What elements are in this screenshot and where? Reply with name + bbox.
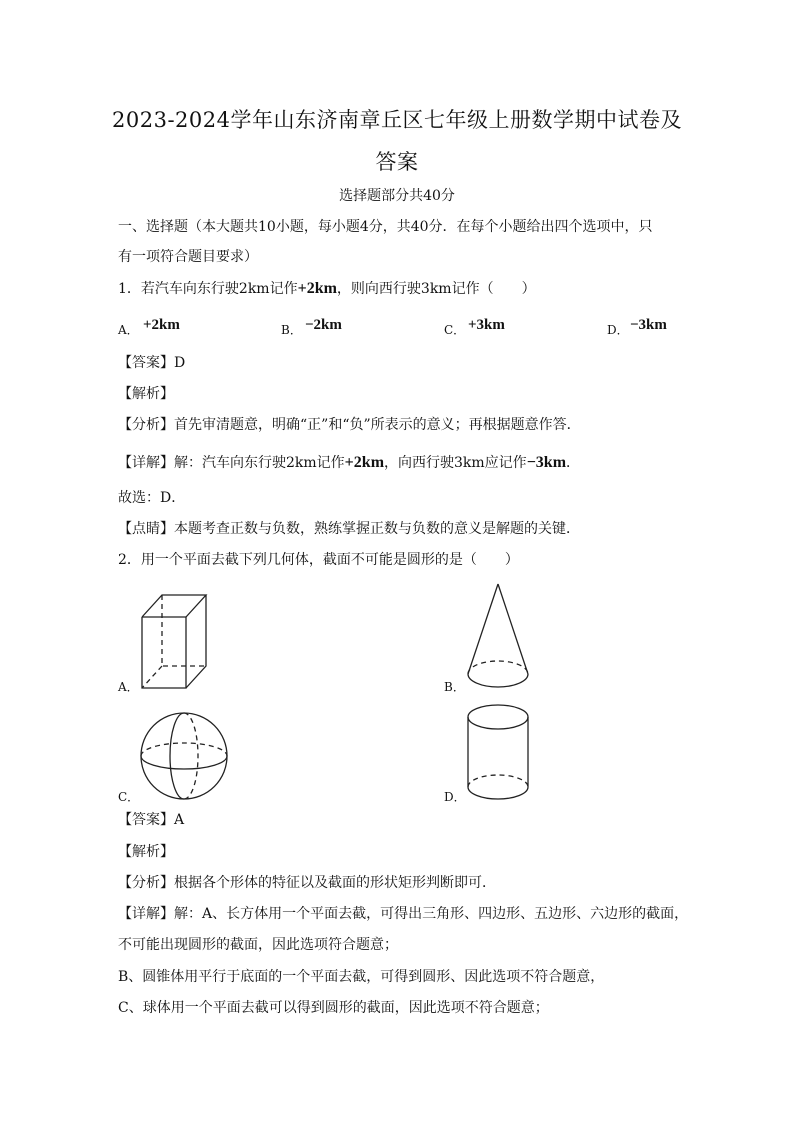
q2-answer: 【答案】A [118, 812, 185, 828]
cuboid-front-face [142, 617, 186, 688]
page-title: 2023-2024学年山东济南章丘区七年级上册数学期中试卷及 [112, 108, 682, 132]
cuboid-hidden-edges [162, 595, 206, 666]
sphere-equator-front [141, 756, 227, 769]
q1-option-d-label: D． [607, 323, 629, 337]
cylinder-base-front [468, 787, 528, 799]
cone-base-back [468, 661, 528, 674]
q1-stem-math: +2km [297, 280, 337, 297]
q1-option-c-label: C． [444, 323, 466, 337]
section-instructions: 一、选择题（本大题共10小题，每小题4分，共40分．在每个小题给出四个选项中，只 [118, 219, 653, 235]
page-title-continued: 答案 [375, 150, 419, 174]
sphere-meridian-front [170, 713, 184, 799]
q2-analysis-heading: 【解析】 [118, 844, 174, 860]
q2-figure-a-label: A． [118, 680, 139, 694]
cylinder-base-back [468, 775, 528, 787]
q1-detail [118, 454, 580, 472]
q1-option-a-label: A． [118, 323, 139, 337]
cone-figure [466, 582, 530, 690]
q1-analysis-fenxi: 【分析】首先审清题意，明确“正”和“负”所表示的意义；再根据题意作答． [118, 417, 581, 433]
section-instructions-continued: 有一项符合题目要求） [118, 249, 258, 265]
q1-option-d-value: −3km [630, 317, 667, 333]
q1-detail-text-2: ，向西行驶3km应记作 [384, 455, 527, 471]
q2-detail-line-3: B、圆锥体用平行于底面的一个平面去截，可得到圆形、因此选项不符合题意， [118, 969, 605, 985]
q1-detail-math-1: +2km [344, 454, 385, 471]
q1-option-c-value: +3km [468, 317, 505, 333]
q2-detail-line-2: 不可能出现圆形的截面，因此选项符合题意； [118, 937, 398, 953]
q2-figure-c-label: C． [118, 790, 140, 804]
q1-option-b-label: B． [281, 323, 302, 337]
q1-detail-math-2: −3km [526, 454, 567, 471]
q2-analysis-fenxi: 【分析】根据各个形体的特征以及截面的形状矩形判断即可． [118, 875, 496, 891]
section-subtitle: 选择题部分共40分 [339, 188, 455, 204]
cuboid-right-edges [186, 595, 206, 688]
cylinder-figure [466, 703, 530, 803]
q1-dianjing: 【点睛】本题考查正数与负数，熟练掌握正数与负数的意义是解题的关键． [118, 521, 580, 537]
sphere-figure [140, 711, 230, 801]
q1-stem-text: 1．若汽车向东行驶2km记作 [118, 281, 298, 297]
cone-base-front [468, 674, 528, 687]
q1-answer: 【答案】D [118, 355, 186, 371]
q1-detail-text-3: ． [566, 455, 581, 471]
q2-detail-line-1: 【详解】解：A、长方体用一个平面去截，可得出三角形、四边形、五边形、六边形的截面， [118, 906, 689, 922]
q2-figure-d-label: D． [444, 790, 466, 804]
question-2-stem: 2．用一个平面去截下列几何体，截面不可能是圆形的是（ ） [118, 552, 519, 568]
sphere-meridian-back [184, 713, 198, 799]
sphere-equator-back [141, 743, 227, 756]
q1-detail-text: 【详解】解：汽车向东行驶2km记作 [118, 455, 345, 471]
q1-option-b-value: −2km [305, 317, 342, 333]
q1-stem-text-end: ，则向西行驶3km记作（ ） [336, 281, 536, 297]
cuboid-figure [140, 593, 210, 691]
q1-option-a-value: +2km [143, 317, 180, 333]
q2-figure-b-label: B． [444, 680, 465, 694]
q2-detail-line-4: C、球体用一个平面去截可以得到圆形的截面，因此选项不符合题意； [118, 1000, 549, 1016]
cylinder-top [468, 705, 528, 729]
sphere-outline [141, 713, 227, 799]
question-1-stem [118, 280, 536, 298]
cuboid-hidden-diagonal [142, 666, 162, 688]
q1-conclusion: 故选：D． [118, 490, 186, 506]
cuboid-top-edges [142, 595, 206, 617]
q1-analysis-heading: 【解析】 [118, 386, 174, 402]
